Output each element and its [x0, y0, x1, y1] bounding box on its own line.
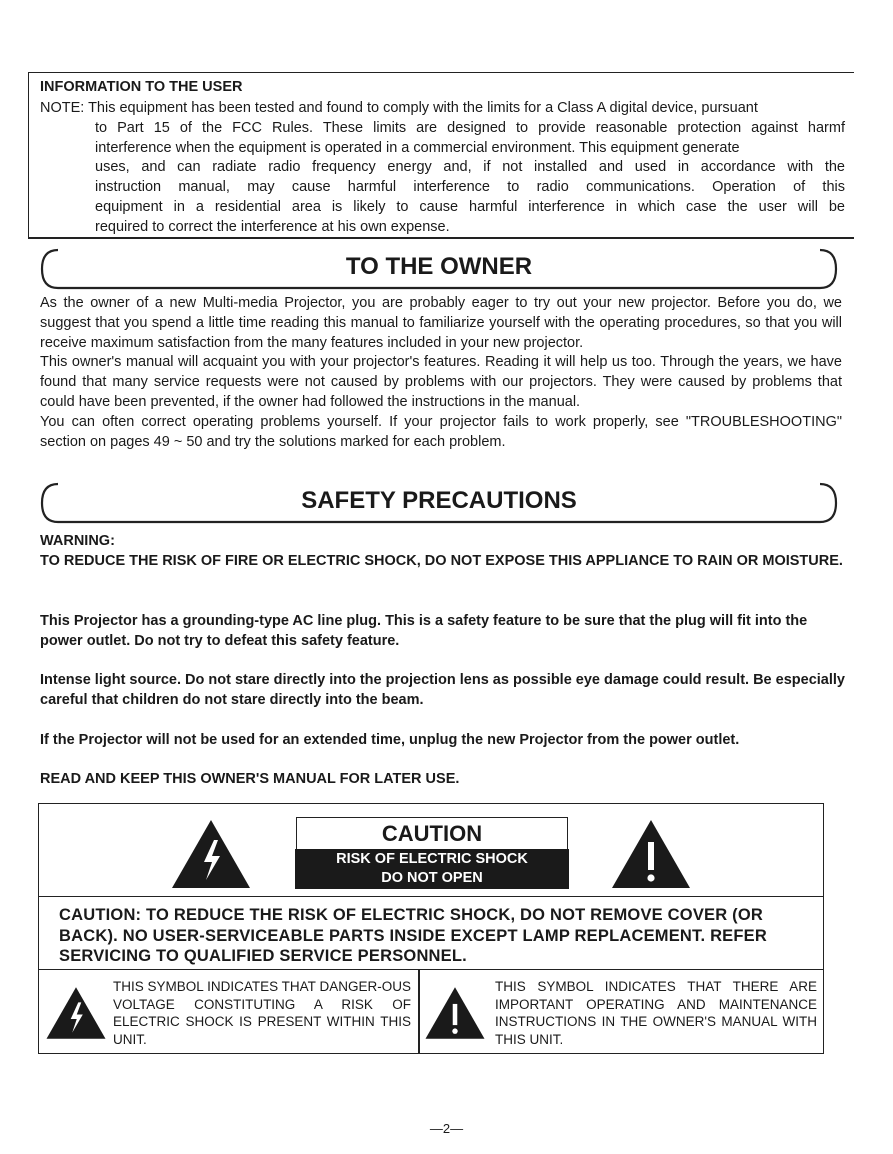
info-note-line: uses, and can radiate radio frequency energy and, if not installed and used in accordance with the — [95, 159, 845, 176]
info-note-line: equipment in a residential area is likely to cause harmful interference in which case the user will be — [95, 198, 845, 215]
owner-paragraph: You can often correct operating problems yourself. If your projector fails to work properly, see "TROUBLESHOOTING" section on pages 49 ~ 50 and try the solutions marked for each problem. — [40, 413, 842, 450]
caution-label-box — [296, 817, 568, 889]
warning-text: TO REDUCE THE RISK OF FIRE OR ELECTRIC SHOCK, DO NOT EXPOSE THIS APPLIANCE TO RAIN OR MOISTURE. — [40, 552, 843, 569]
caution-band — [295, 849, 569, 889]
info-note-line: required to correct the interference at his own expense. — [95, 218, 450, 235]
page-number: —2— — [429, 1121, 464, 1136]
info-note — [40, 99, 845, 238]
lightning-warning-icon — [170, 818, 252, 890]
caution-band-line: DO NOT OPEN — [381, 870, 483, 886]
keep-manual-text: READ AND KEEP THIS OWNER'S MANUAL FOR LATER USE. — [40, 771, 460, 787]
light-source-text: Intense light source. Do not stare directly into the projection lens as possible eye damage could result. Be especially careful that children do not stare directly into the beam. — [40, 672, 845, 708]
info-note-line: NOTE: This equipment has been tested and found to comply with the limits for a Class A digital device, pursuant — [40, 100, 758, 116]
caution-band-line: RISK OF ELECTRIC SHOCK — [336, 851, 528, 867]
exclamation-warning-icon — [424, 984, 486, 1042]
info-to-user-box — [28, 72, 854, 239]
info-note-line: interference when the equipment is operated in a commercial environment. This equipment generate — [95, 139, 740, 156]
grounding-text: This Projector has a grounding-type AC line plug. This is a safety feature to be sure that the plug will fit into the power outlet. Do not try to defeat this safety feature. — [40, 613, 808, 649]
warning-label: WARNING: — [40, 533, 115, 549]
caution-divider — [418, 970, 420, 1054]
caution-word: CAUTION — [381, 821, 483, 846]
lightning-warning-icon — [45, 984, 107, 1042]
owner-heading-frame — [38, 248, 840, 290]
exclamation-warning-icon — [610, 818, 692, 890]
safety-heading: SAFETY PRECAUTIONS — [301, 487, 577, 514]
instructions-symbol-text: THIS SYMBOL INDICATES THAT THERE ARE IMPORTANT OPERATING AND MAINTENANCE INSTRUCTIONS IN THE OWNER'S MANUAL WITH THIS UNIT. — [495, 979, 817, 1047]
owner-text — [40, 294, 842, 452]
unplug-text: If the Projector will not be used for an extended time, unplug the new Projector from the power outlet. — [40, 732, 740, 748]
owner-paragraph: As the owner of a new Multi-media Projector, you are probably eager to try out your new projector. Before you do, we suggest that you spend a little time reading this manual to familiarize yourself with the operating procedures, so that you will receive maximum satisfaction from the many features included in your new projector. — [40, 295, 842, 351]
safety-heading-frame — [38, 482, 840, 524]
info-note-line: instruction manual, may cause harmful interference to radio communications. Operation of this — [95, 179, 845, 196]
info-title: INFORMATION TO THE USER — [40, 79, 243, 95]
caution-top-panel — [39, 804, 823, 897]
warning-block — [40, 532, 846, 571]
voltage-symbol-text: THIS SYMBOL INDICATES THAT DANGER-OUS VOLTAGE CONSTITUTING A RISK OF ELECTRIC SHOCK IS PRESENT WITHIN THIS UNIT. — [113, 979, 411, 1047]
info-note-line: to Part 15 of the FCC Rules. These limits are designed to provide reasonable protection against harmf — [95, 119, 845, 136]
caution-box — [38, 803, 824, 1054]
owner-paragraph: This owner's manual will acquaint you with your projector's features. Reading it will help us too. Through the years, we have found that many service requests were not caused by problems with our projectors. They were caused by problems that could have been prevented, if the owner had followed the instructions in the manual. — [40, 354, 842, 410]
caution-symbols-panel — [39, 969, 823, 1054]
caution-main-text: CAUTION: TO REDUCE THE RISK OF ELECTRIC SHOCK, DO NOT REMOVE COVER (OR BACK). NO USER-SERVICEABLE PARTS INSIDE EXCEPT LAMP REPLACEMENT. REFER SERVICING TO QUALIFIED SERVICE PERSONNEL. — [59, 906, 767, 965]
owner-heading: TO THE OWNER — [345, 253, 533, 280]
